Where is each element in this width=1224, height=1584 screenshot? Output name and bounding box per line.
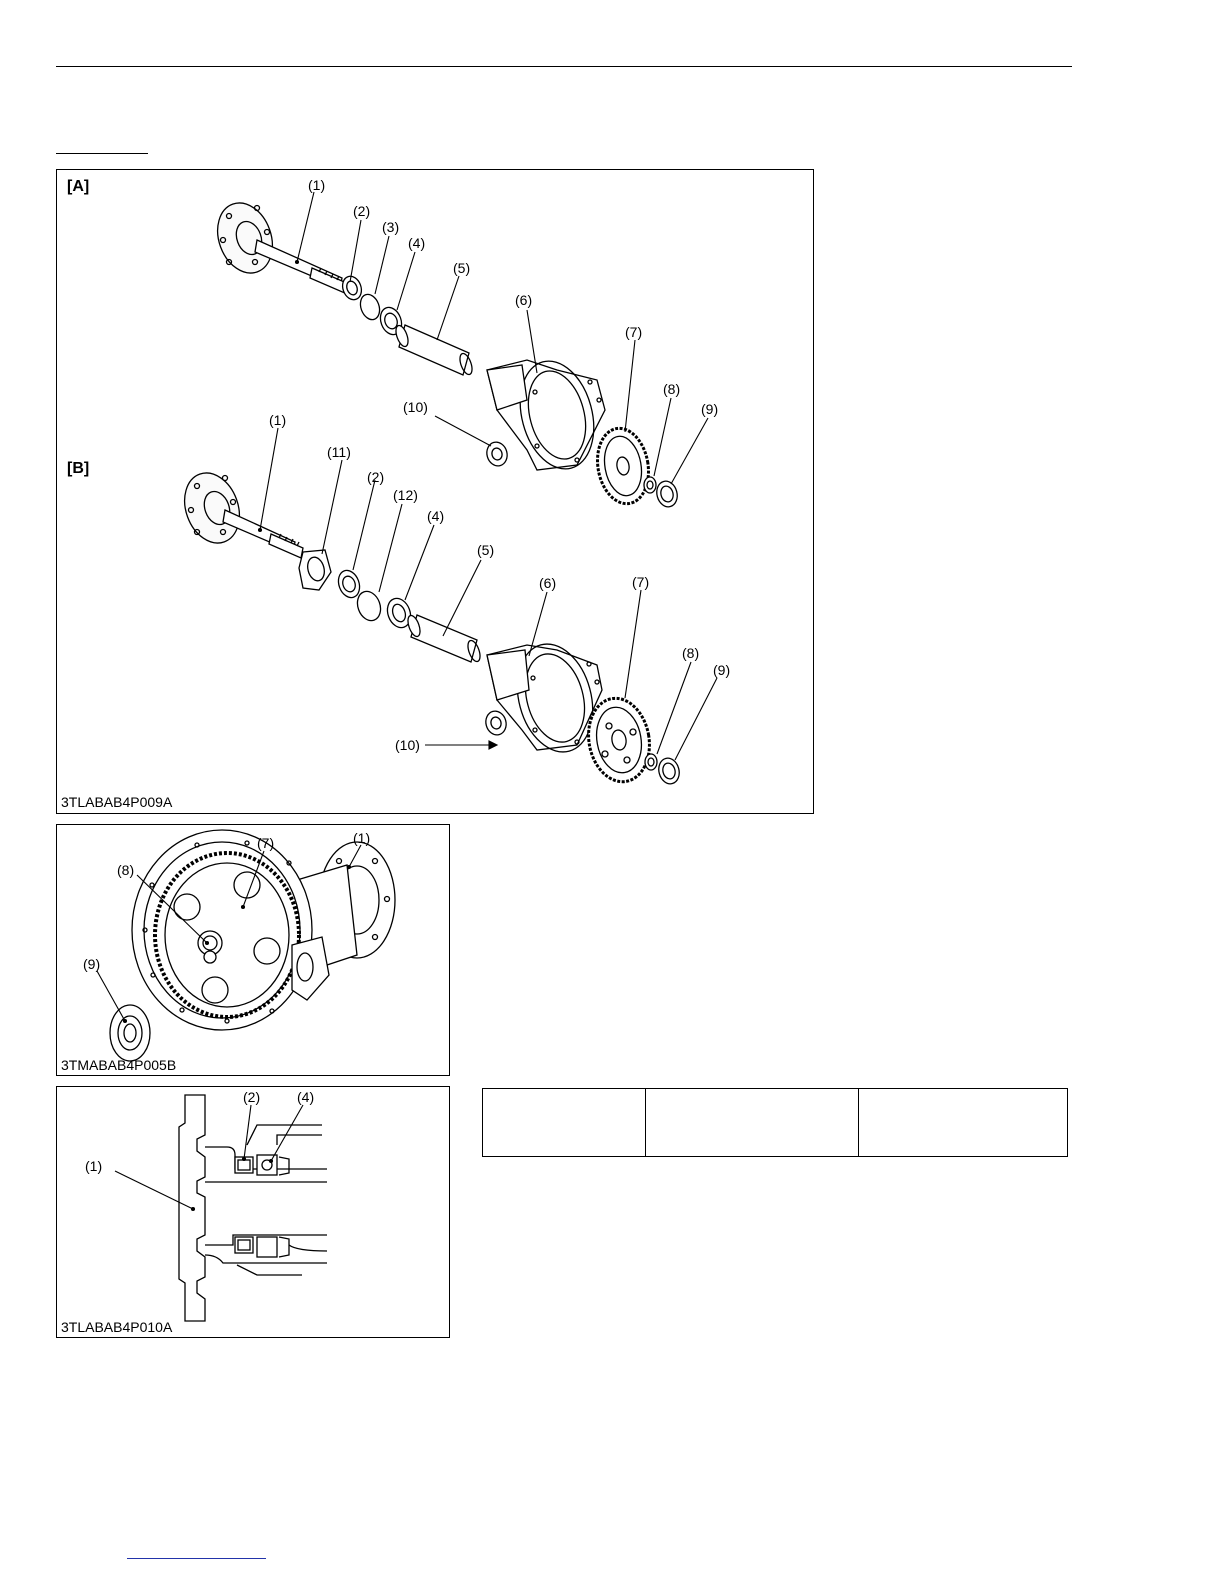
cross-section-drawing [57, 1087, 451, 1339]
section-underline [56, 153, 148, 154]
table-row [483, 1089, 1068, 1157]
figure-code: 3TMABAB4P005B [61, 1057, 177, 1073]
section-a-label: [A] [67, 178, 90, 195]
callout: (7) [257, 835, 275, 851]
callout: (1) [269, 412, 287, 428]
callout: (5) [453, 260, 471, 276]
table-cell [858, 1089, 1067, 1157]
callout: (3) [382, 219, 400, 235]
section-b-label: [B] [67, 460, 90, 477]
exploded-view-figure [56, 169, 814, 814]
callout: (8) [663, 381, 681, 397]
callout: (9) [713, 662, 731, 678]
callout: (12) [393, 487, 418, 503]
callout: (5) [477, 542, 495, 558]
callout: (1) [85, 1158, 103, 1174]
callout: (4) [427, 508, 445, 524]
callout: (7) [632, 574, 650, 590]
reference-link-underline[interactable] [127, 1558, 266, 1559]
figure-code: 3TLABAB4P010A [61, 1319, 173, 1335]
callout: (6) [539, 575, 557, 591]
callout: (2) [367, 469, 385, 485]
callout: (6) [515, 292, 533, 308]
figure-code: 3TLABAB4P009A [61, 794, 173, 810]
callout: (7) [625, 324, 643, 340]
table-cell [646, 1089, 858, 1157]
assembled-view-figure [56, 824, 450, 1076]
header-rule [56, 66, 1072, 67]
callout: (1) [353, 830, 371, 846]
table-cell [483, 1089, 646, 1157]
callout: (2) [353, 203, 371, 219]
callout: (9) [701, 401, 719, 417]
callout: (10) [395, 737, 420, 753]
callout: (9) [83, 956, 101, 972]
callout: (11) [327, 444, 351, 460]
callout: (8) [117, 862, 135, 878]
cross-section-figure [56, 1086, 450, 1338]
assembled-view-drawing [57, 825, 451, 1077]
callout: (8) [682, 645, 700, 661]
callout: (4) [297, 1089, 315, 1105]
callout: (4) [408, 235, 426, 251]
spec-table [482, 1088, 1068, 1157]
callout: (1) [308, 177, 326, 193]
callout: (10) [403, 399, 428, 415]
callout: (2) [243, 1089, 261, 1105]
exploded-view-drawing [57, 170, 815, 815]
